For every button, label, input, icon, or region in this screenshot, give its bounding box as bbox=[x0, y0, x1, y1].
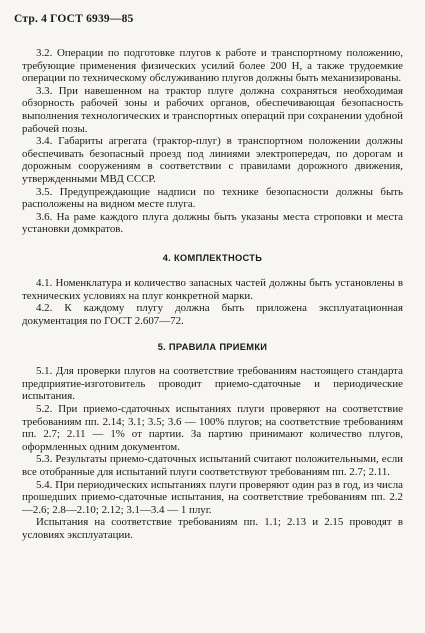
paragraph-5-1: 5.1. Для проверки плугов на соответствие требованиям настоящего стандарта предприятие-изготовитель проводит приемо-сдаточные и периодические испытания. bbox=[22, 365, 403, 403]
paragraph-3-3: 3.3. При навешенном на трактор плуге должна сохраняться необходимая обзорность рабочей зоны и рабочих органов, обеспечивающая безопасность выполнения технологических и транспортных операций при сохранении удобной рабочей позы. bbox=[22, 84, 403, 135]
page-header: Стр. 4 ГОСТ 6939—85 bbox=[14, 13, 134, 25]
paragraph-3-2: 3.2. Операции по подготовке плугов к работе и транспортному положению, требующие применения физических усилий более 200 Н, а также трудоемкие операции по техническому обслуживанию плугов должны быть механизированы. bbox=[22, 47, 403, 85]
paragraph-4-1: 4.1. Номенклатура и количество запасных частей должны быть установлены в технических условиях на плуг конкретной марки. bbox=[22, 276, 403, 302]
paragraph-5-2: 5.2. При приемо-сдаточных испытаниях плуги проверяют на соответствие требованиям пп. 2.14; 3.1; 3.5; 3.6 — 100% плугов; на соответствие требованиям пп. 2.7; 2.11 — 1% от партии. За партию принимают количество плугов, оформленных одним документом. bbox=[22, 403, 403, 453]
paragraph-3-5: 3.5. Предупреждающие надписи по технике безопасности должны быть расположены на видном месте плуга. bbox=[22, 185, 403, 211]
paragraph-3-6: 3.6. На раме каждого плуга должны быть указаны места строповки и места установки домкратов. bbox=[22, 210, 403, 236]
document-body bbox=[22, 47, 403, 542]
section-4-heading: 4. КОМПЛЕКТНОСТЬ bbox=[162, 252, 263, 263]
paragraph-5-3: 5.3. Результаты приемо-сдаточных испытаний считают положительными, если все отобранные для испытаний плуги соответствуют требованиям пп. 2.7; 2.11. bbox=[22, 453, 403, 479]
paragraph-5-4: 5.4. При периодических испытаниях плуги проверяют один раз в год, из числа прошедших приемо-сдаточные испытания, на соответствие требованиям пп. 2.2—2.6; 2.8—2.10; 2.12; 3.1—3.4 — 1 плуг. bbox=[22, 478, 403, 516]
paragraph-5-4-cont: Испытания на соответствие требованиям пп. 1.1; 2.13 и 2.15 проводят в условиях эксплуатации. bbox=[22, 516, 403, 541]
paragraph-4-2: 4.2. К каждому плугу должна быть приложена эксплуатационная документация по ГОСТ 2.607—72. bbox=[22, 302, 403, 327]
section-5-heading: 5. ПРАВИЛА ПРИЕМКИ bbox=[157, 342, 268, 353]
paragraph-3-4: 3.4. Габариты агрегата (трактор-плуг) в транспортном положении должны обеспечивать безопасный проезд под линиями электропередач, по дорогам и дорожным сооружениям в соответствии с правилами дорожного движения, утвержденными МВД СССР. bbox=[22, 135, 403, 185]
